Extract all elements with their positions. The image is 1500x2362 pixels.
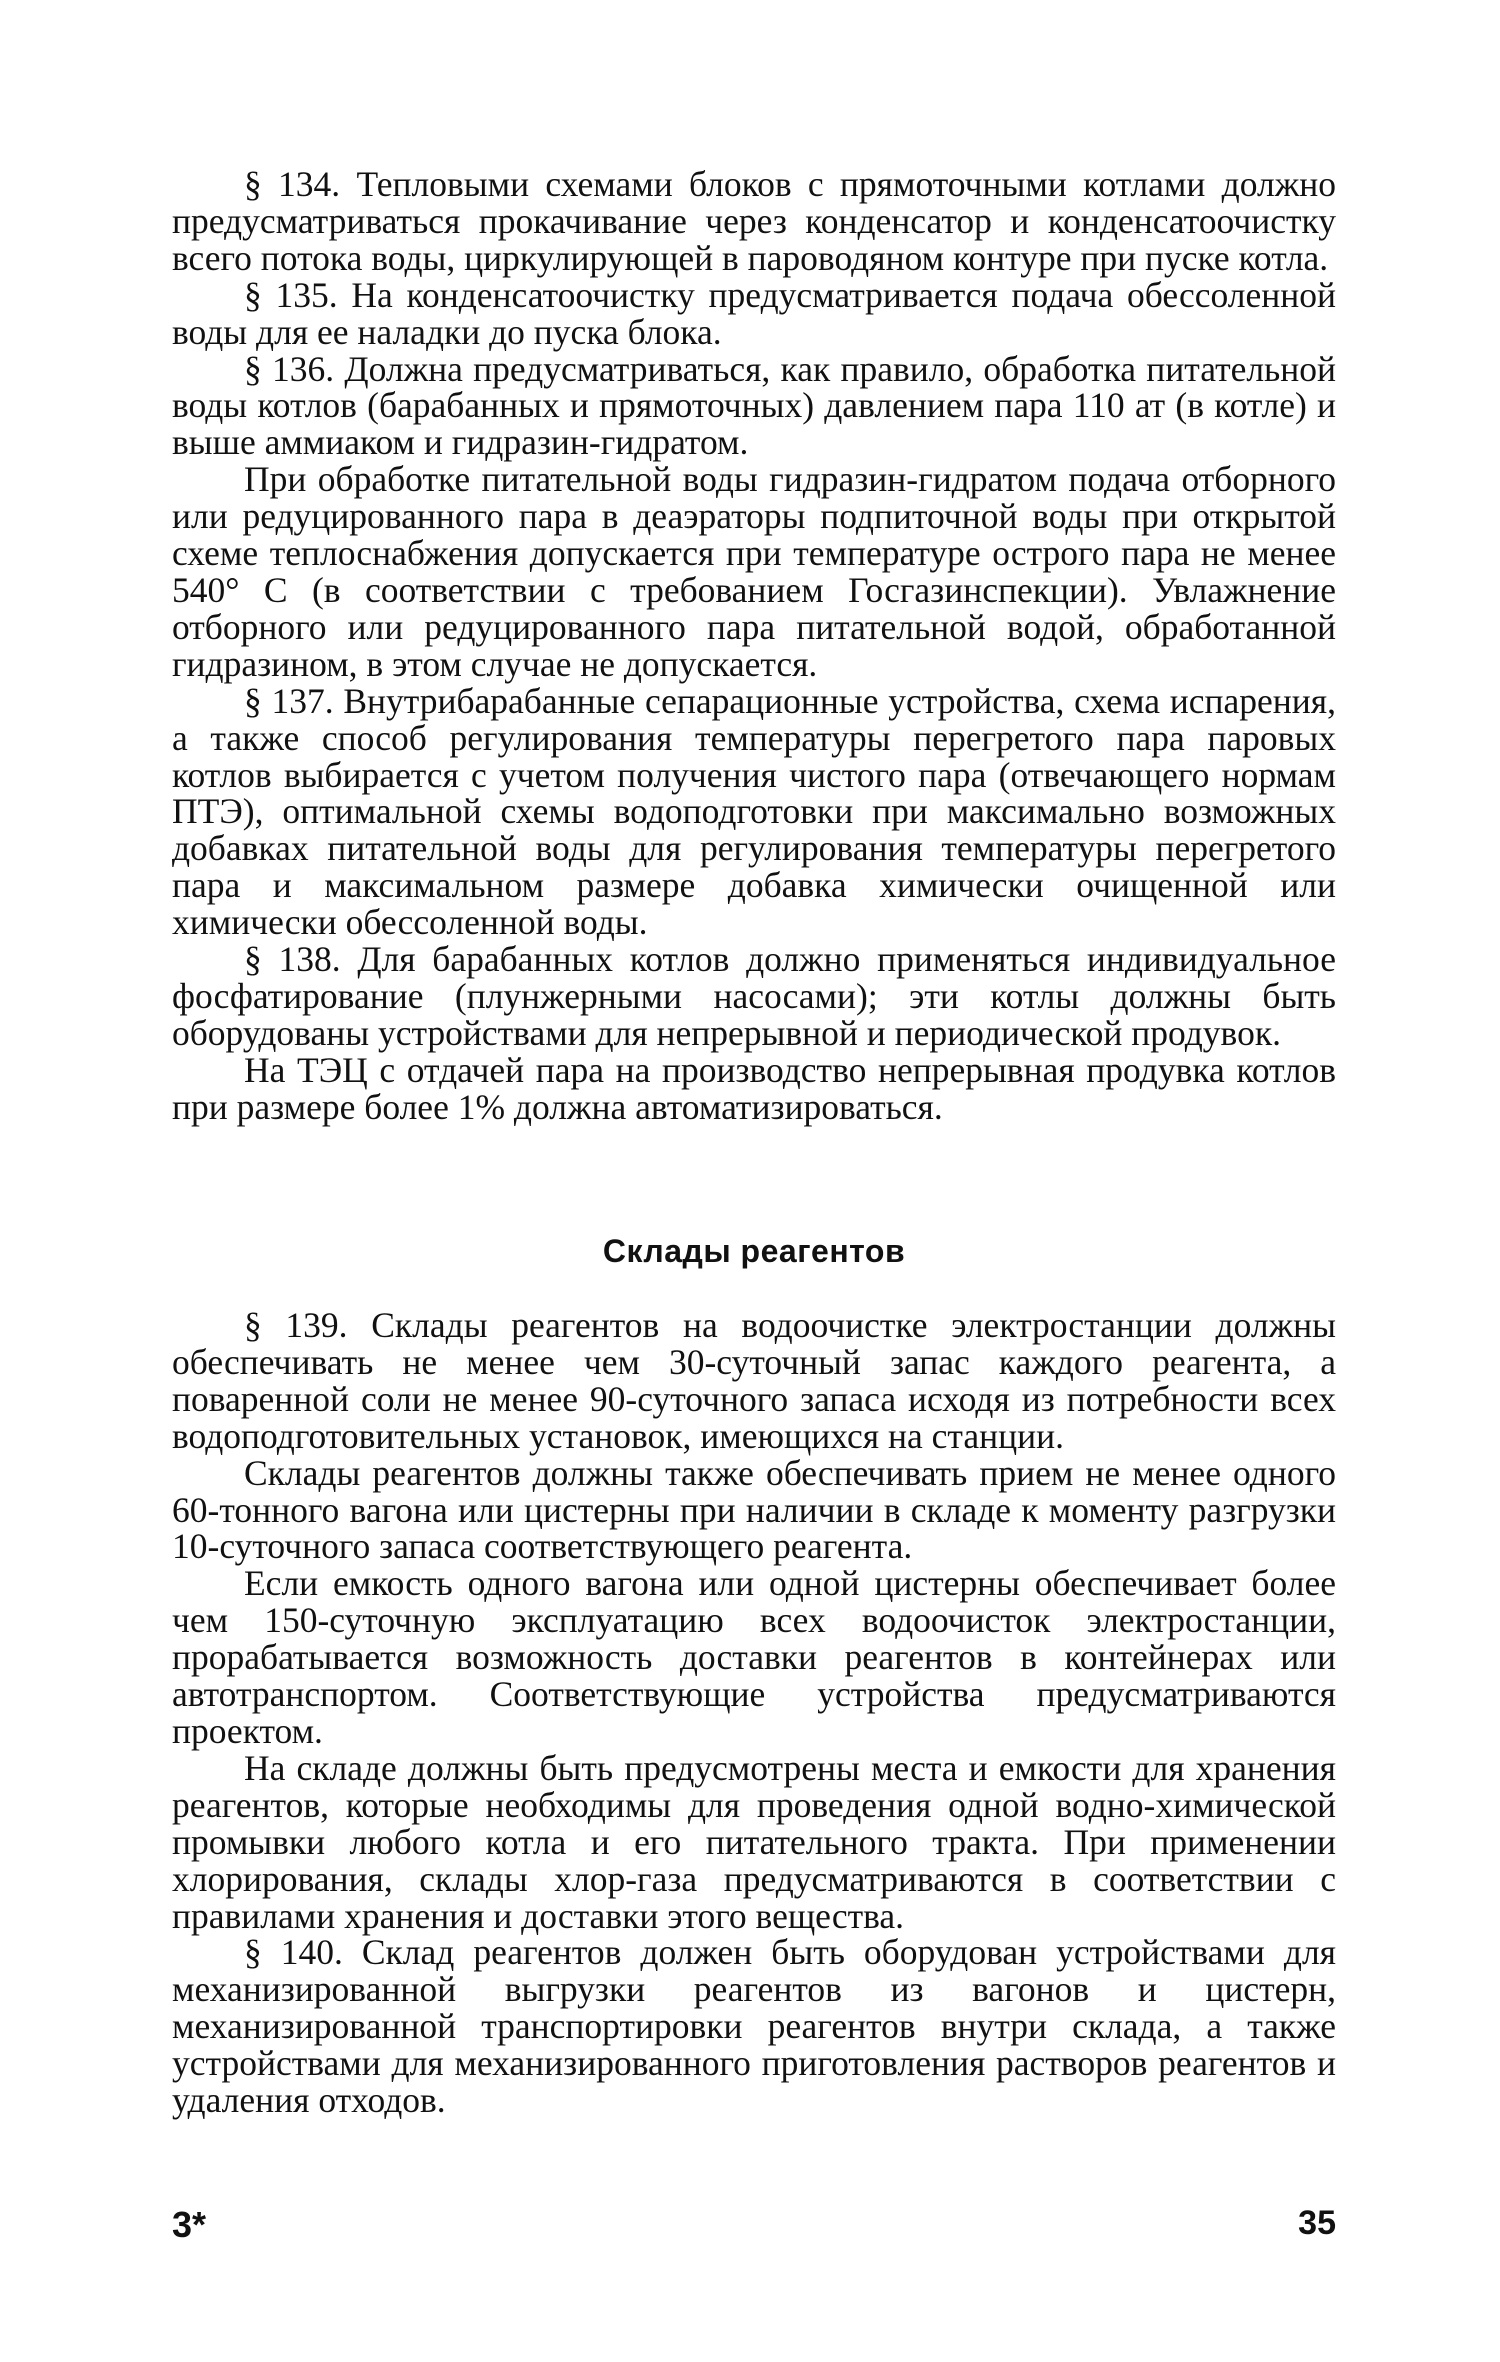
- paragraph-139-continued-1: Склады реагентов должны также обеспечивать прием не менее одного 60-тонного вагона или цистерны при наличии в складе к моменту разгрузки 10-суточного запаса соответствующего реагента.: [172, 1452, 1336, 1567]
- paragraph-138-continued: На ТЭЦ с отдачей пара на производство непрерывная продувка котлов при размере более 1% должна автоматизироваться.: [172, 1049, 1336, 1127]
- paragraph-139: § 139. Склады реагентов на водоочистке электростанции должны обеспечивать не менее чем 30-суточный запас каждого реагента, а поваренной соли не менее 90-суточного запаса исходя из потребности всех водоподготовительных установок, имеющихся на станции.: [172, 1305, 1336, 1456]
- paragraph-136: § 136. Должна предусматриваться, как правило, обработка питательной воды котлов (барабанных и прямоточных) давлением пара 110 ат (в котле) и выше аммиаком и гидразин-гидратом.: [172, 348, 1336, 463]
- paragraph-139-continued-3: На складе должны быть предусмотрены места и емкости для хранения реагентов, которые необходимы для проведения одной водно-химической промывки любого котла и его питательного тракта. При применении хлорирования, склады хлор-газа предусматриваются в соответствии с правилами хранения и доставки этого вещества.: [172, 1747, 1336, 1936]
- paragraph-137: § 137. Внутрибарабанные сепарационные устройства, схема испарения, а также способ регулирования температуры перегретого пара паровых котлов выбирается с учетом получения чистого пара (отвечающего нормам ПТЭ), оптимальной схемы водоподготовки при максимально возможных добавках питательной воды для регулирования температуры перегретого пара и максимальном размере добавка химически очищенной или химически обессоленной воды.: [172, 680, 1336, 943]
- page-footer: [172, 2204, 1336, 2248]
- section-heading: Склады реагентов: [602, 1233, 906, 1269]
- page-number: 35: [1298, 2204, 1336, 2242]
- paragraph-138: § 138. Для барабанных котлов должно применяться индивидуальное фосфатирование (плунжерными насосами); эти котлы должны быть оборудованы устройствами для непрерывной и периодической продувок.: [172, 939, 1336, 1053]
- paragraph-139-continued-2: Если емкость одного вагона или одной цистерны обеспечивает более чем 150-суточную эксплуатацию всех водоочисток электростанции, прорабатывается возможность доставки реагентов в контейнерах или автотранспортом. Соответствующие устройства предусматриваются проектом.: [172, 1563, 1336, 1751]
- paragraph-134: § 134. Тепловыми схемами блоков с прямоточными котлами должно предусматриваться прокачивание через конденсатор и конденсатоочистку всего потока воды, циркулирующей в пароводяном контуре при пуске котла.: [172, 164, 1336, 278]
- paragraph-136-continued: При обработке питательной воды гидразин-гидратом подача отборного или редуцированного пара в деаэраторы подпиточной воды при открытой схеме теплоснабжения допускается при температуре острого пара не менее 540° С (в соответствии с требованием Госгазинспекции). Увлажнение отборного или редуцированного пара питательной водой, обработанной гидразином, в этом случае не допускается.: [172, 459, 1336, 684]
- reagent-storage-section: [172, 1307, 1336, 2119]
- printer-signature-mark: 3*: [172, 2204, 207, 2245]
- paragraph-140: § 140. Склад реагентов должен быть оборудован устройствами для механизированной выгрузки реагентов из вагонов и цистерн, механизированной транспортировки реагентов внутри склада, а также устройствами для механизированного приготовления растворов реагентов и удаления отходов.: [172, 1932, 1336, 2121]
- boiler-water-treatment-section: [172, 166, 1336, 1126]
- paragraph-135: § 135. На конденсатоочистку предусматривается подача обессоленной воды для ее наладки до пуска блока.: [172, 274, 1336, 352]
